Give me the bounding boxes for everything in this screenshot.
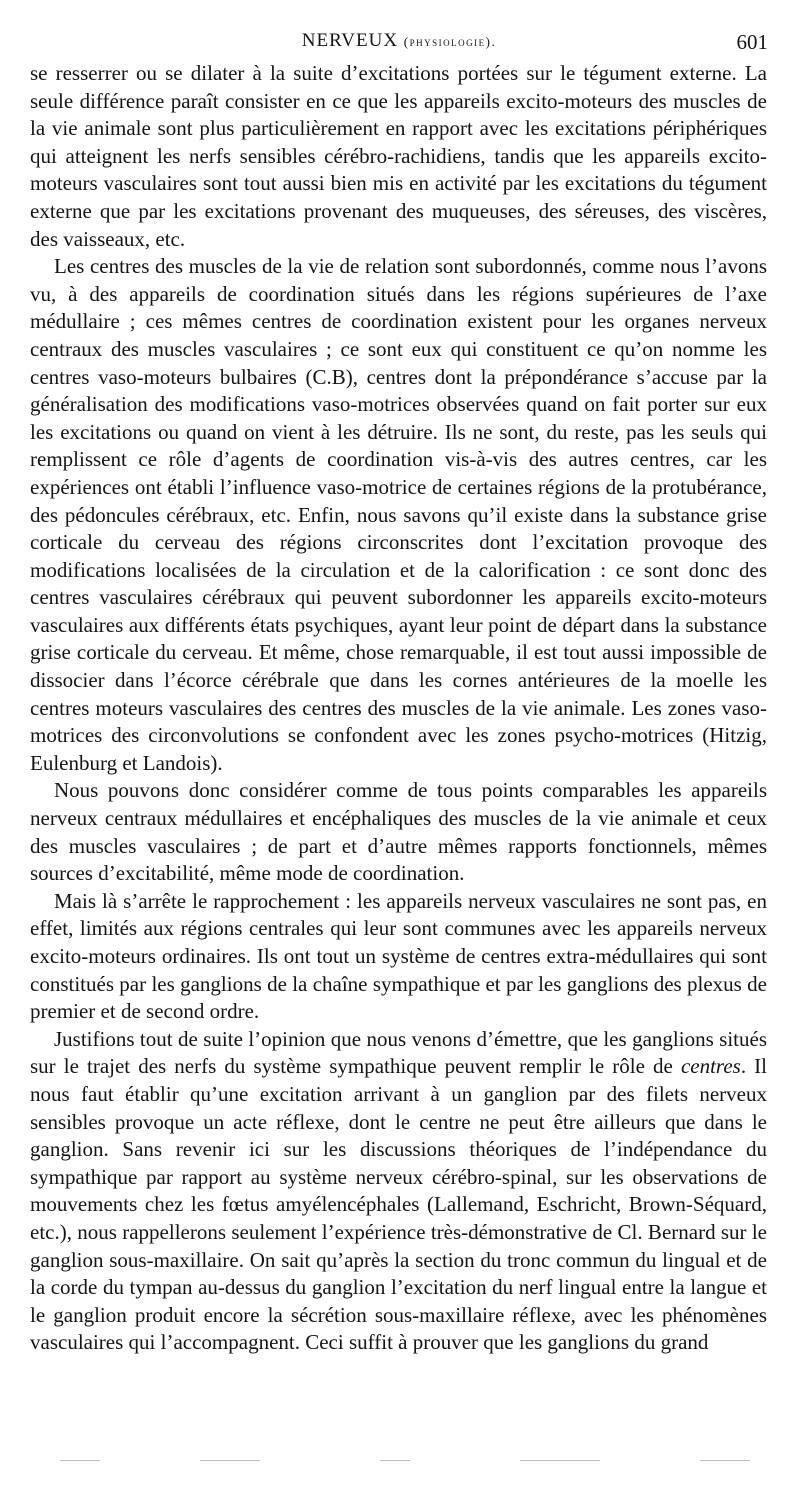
- paragraph-text: Mais là s’arrête le rapprochement : les appareils nerveux vasculaires ne sont pas, en effet, limités aux régions centrales qui leur sont communes avec les appareils nerveux excito-moteurs ordinaires. Ils ont tout un système de centres extra-médullaires qui sont constitués par les ganglions de la chaîne sympathique et par les ganglions des plexus de premier et de second ordre.: [30, 888, 767, 1024]
- page-bottom-marks: [60, 1446, 760, 1456]
- paragraph: [30, 888, 767, 1026]
- paragraph: [30, 777, 767, 887]
- running-header: [30, 30, 768, 56]
- page-number: 601: [736, 30, 768, 54]
- body-text: [30, 60, 767, 1357]
- paragraph-text: se resserrer ou se dilater à la suite d’excitations portées sur le tégument externe. La seule différence paraît consister en ce que les appareils excito-moteurs des muscles de la vie animale sont plus particulièrement en rapport avec les excitations périphériques qui atteignent les nerfs sensibles cérébro-rachidiens, tandis que les appareils excito-moteurs vasculaires sont tout aussi bien mis en activité par les excitations du tégument externe que par les excitations provenant des muqueuses, des séreuses, des viscères, des vaisseaux, etc.: [30, 61, 767, 251]
- paragraph-text: Justifions tout de suite l’opinion que nous venons d’émettre, que les ganglions situés sur le trajet des nerfs du système sympathique peuvent remplir le rôle de: [30, 1026, 767, 1079]
- paragraph-text: Les centres des muscles de la vie de relation sont subordonnés, comme nous l’avons vu, à des appareils de coordination situés dans les régions supérieures de l’axe médullaire ; ces mêmes centres de coordination existent pour les organes nerveux centraux des muscles vasculaires ; ce sont eux qui constituent ce qu’on nomme les centres vaso-moteurs bulbaires (C.B), centres dont la prépondérance s’accuse par la généralisation des modifications vaso-motrices observées quand on fait porter sur eux les excitations ou quand on vient à les détruire. Ils ne sont, du reste, pas les seuls qui remplissent ce rôle d’agents de coordination vis-à-vis des autres centres, car les expériences ont établi l’influence vaso-motrice de certaines régions de la protubérance, des pédoncules cérébraux, etc. Enfin, nous savons qu’il existe dans la substance grise corticale du cerveau des régions circonscrites dont l’excitation provoque des modifications localisées de la circulation et de la calorification : ce sont donc des centres vasculaires cérébraux qui peuvent subordonner les appareils excito-moteurs vasculaires aux différents états psychiques, ayant leur point de départ dans la substance grise corticale du cerveau. Et même, chose remarquable, il est tout aussi impossible de dissocier dans l’écorce cérébrale que dans les cornes antérieures de la moelle les centres moteurs vasculaires des centres des muscles de la vie animale. Les zones vaso-motrices des circonvolutions se confondent avec les zones psycho-motrices (Hitzig, Eulenburg et Landois).: [30, 254, 767, 775]
- paragraph-text: Nous pouvons donc considérer comme de tous points comparables les appareils nerveux centraux médullaires et encéphaliques des muscles de la vie animale et ceux des muscles vasculaires ; de part et d’autre mêmes rapports fonctionnels, mêmes sources d’excitabilité, même mode de coordination.: [30, 778, 767, 886]
- italic-text: centres: [680, 1054, 741, 1079]
- paragraph: [30, 253, 767, 777]
- running-title-main: NERVEUX: [301, 30, 399, 51]
- running-title-sub: (physiologie).: [403, 34, 497, 49]
- running-title: [30, 30, 768, 52]
- paragraph-text: . Il nous faut établir qu’une excitation arrivant à un ganglion par des filets nerveux sensibles provoque un acte réflexe, dont le centre ne peut être ailleurs que dans le ganglion. Sans revenir ici sur les discussions théoriques de l’indépendance du sympathique par rapport au système nerveux cérébro-spinal, sur les observations de mouvements chez les fœtus amyélencéphales (Lallemand, Eschricht, Brown-Séquard, etc.), nous rappellerons seulement l’expérience très-démonstrative de Cl. Bernard sur le ganglion sous-maxillaire. On sait qu’après la section du tronc commun du lingual et de la corde du tympan au-dessus du ganglion l’excitation du nerf lingual entre la langue et le ganglion produit encore la sécrétion sous-maxillaire réflexe, avec les phénomènes vasculaires qui l’accompagnent. Ceci suffit à prouver que les ganglions du grand: [30, 1054, 767, 1355]
- paragraph: [30, 60, 767, 253]
- paragraph: [30, 1026, 767, 1357]
